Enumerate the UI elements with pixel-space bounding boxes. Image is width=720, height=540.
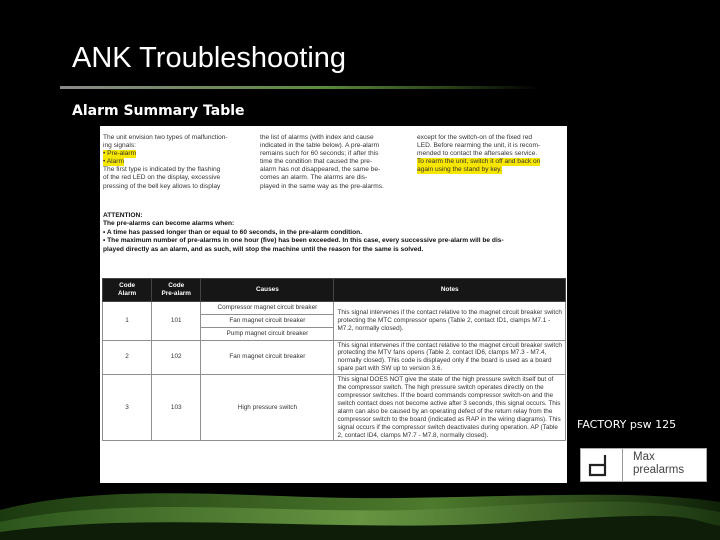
cause-item: Fan magnet circuit breaker [201, 315, 333, 328]
intro-line: the list of alarms (with index and cause [260, 134, 374, 141]
factory-password-label: FACTORY psw 125 [577, 418, 677, 431]
cell-code-alarm: 2 [103, 340, 152, 375]
intro-text [100, 126, 567, 204]
intro-line: The first type is indicated by the flashing [103, 166, 221, 174]
attention-line: The pre-alarms can become alarms when: [103, 220, 235, 228]
intro-line: LED. Before rearming the unit, it is recom- [417, 142, 541, 150]
green-swoosh-decoration [0, 470, 720, 540]
cell-code-prealarm: 101 [152, 301, 201, 340]
intro-column-2 [260, 134, 408, 191]
intro-line: The unit envision two types of malfunction- [103, 134, 228, 141]
intro-line: time the condition that caused the pre- [260, 158, 373, 166]
intro-line: comes an alarm. The alarms are dis- [260, 174, 368, 182]
cell-causes: High pressure switch [201, 375, 334, 441]
header-code-alarm: Code Alarm [103, 279, 152, 302]
attention-block [103, 212, 565, 254]
intro-line: remains such for 60 seconds; if after this [260, 150, 379, 158]
highlight-prealarm: • Pre-alarm [103, 150, 137, 158]
cell-code-alarm: 1 [103, 301, 152, 340]
header-code-prealarm: Code Pre-alarm [152, 279, 201, 302]
intro-line: of the red LED on the display, excessive [103, 174, 221, 182]
cell-causes [201, 301, 334, 340]
cell-code-alarm: 3 [103, 375, 152, 441]
cell-notes: This signal DOES NOT give the state of the high pressure switch itself but of the compressor switch. The high pressure switch operates directly on the compressor switches. If the board commands compressor switch-on and the switch contact does not become active after 3 seconds, this signal occurs. This alarm can also be caused by an operating defect of the return relay from the compressor switch to the board (indicated as RAP in the wiring diagrams). This signal occurs if the compressor switch deactivates during operation. AP (Table 2, contact ID4, clamps M7.7 - M7.8, normally closed). [334, 375, 566, 441]
alarm-summary-table [102, 278, 566, 441]
intro-line: played in the same way as the pre-alarms. [260, 182, 384, 190]
cell-notes: This signal intervenes if the contact relative to the magnet circuit breaker switch protecting the MTV fans opens (Table 2, contact ID6, clamps M7.3 - M7.4, normally closed). This code is displayed only if the board is used as a board spare part with SW up to version 3.6. [334, 340, 566, 375]
table-row [103, 375, 566, 441]
cell-notes: This signal intervenes if the contact relative to the magnet circuit breaker switch protecting the MTC compressor opens (Table 2, contact ID1, clamps M7.1 - M7.2, normally closed). [334, 301, 566, 340]
intro-column-1 [103, 134, 253, 191]
table-row [103, 301, 566, 340]
header-notes: Notes [334, 279, 566, 302]
attention-line: • The maximum number of pre-alarms in one hour (five) has been exceeded. In this case, every successive pre-alarm will be dis- [103, 237, 504, 245]
header-causes: Causes [201, 279, 334, 302]
cause-item: Compressor magnet circuit breaker [201, 302, 333, 315]
cell-code-prealarm: 103 [152, 375, 201, 441]
intro-line: alarm has not disappeared, the same be- [260, 166, 381, 174]
intro-line: pressing of the bell key allows to display [103, 182, 221, 190]
cell-code-prealarm: 102 [152, 340, 201, 375]
intro-line: indicated in the table below). A pre-alarm [260, 142, 380, 150]
cell-causes: Fan magnet circuit breaker [201, 340, 334, 375]
attention-title: ATTENTION: [103, 212, 143, 219]
attention-line: • A time has passed longer than or equal to 60 seconds, in the pre-alarm condition. [103, 228, 363, 236]
display-line-2: prealarms [633, 464, 685, 476]
title-divider [60, 86, 540, 89]
table-row [103, 340, 566, 375]
intro-line: ing signals: [103, 142, 136, 150]
intro-column-3 [417, 134, 565, 174]
intro-line: mended to contact the aftersales service. [417, 150, 538, 158]
intro-line: except for the switch-on of the fixed red [417, 134, 533, 141]
highlight-rearm: To rearm the unit, switch it off and back on [417, 158, 541, 166]
highlight-alarm: • Alarm [103, 158, 124, 166]
slide-title: ANK Troubleshooting [72, 42, 347, 74]
highlight-rearm: again using the stand by key. [417, 166, 502, 174]
cause-item: Pump magnet circuit breaker [226, 329, 309, 337]
display-line-1: Max [633, 451, 655, 463]
table-header-row [103, 279, 566, 302]
manual-excerpt-image [100, 126, 567, 483]
slide-subtitle: Alarm Summary Table [72, 103, 245, 119]
attention-line: played directly as an alarm, and as such, will stop the machine until the reason for the same is solved. [103, 245, 424, 253]
